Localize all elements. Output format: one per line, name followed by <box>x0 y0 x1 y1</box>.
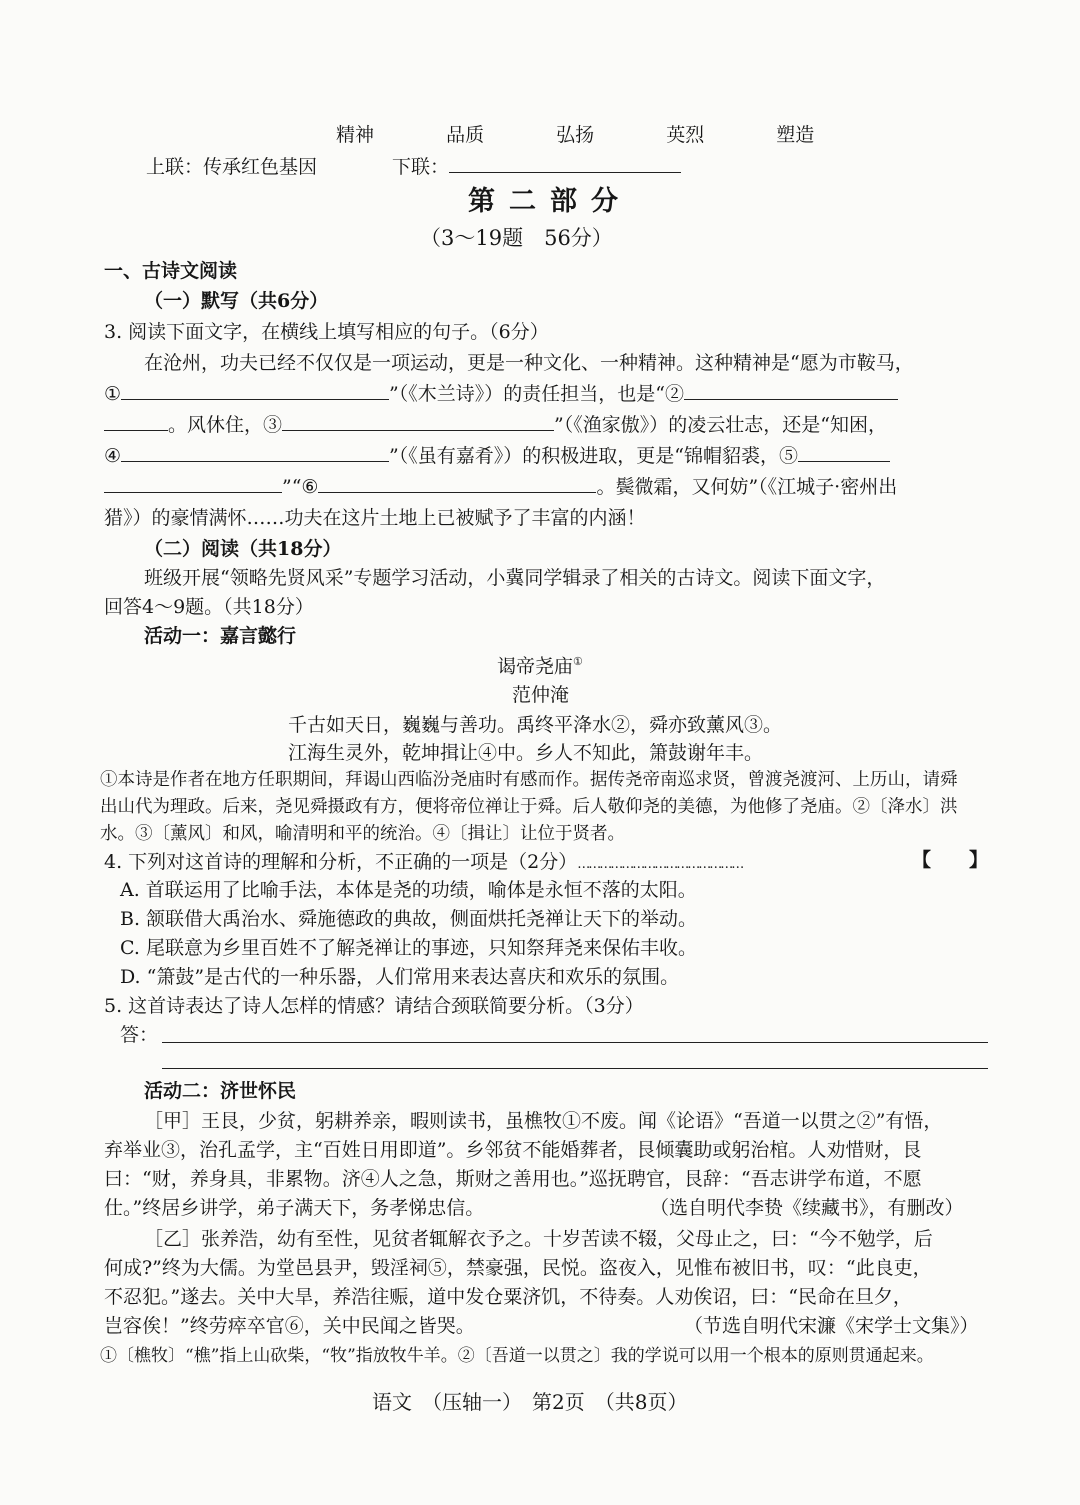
jia-line-3: 曰：“财，养身具，非累物。济④人之急，斯财之善用也。”巡抚聘官，艮辞：“吾志讲学布道，不愿 <box>104 1168 922 1190</box>
q3-line3-text-a: 。风休住，③ <box>168 414 283 436</box>
blank-6[interactable] <box>318 476 596 493</box>
blank-5-cont[interactable] <box>104 476 282 493</box>
q4-option-b[interactable]: B. 颔联借大禹治水、舜施德政的典故，侧面烘托尧禅让天下的举动。 <box>120 908 698 930</box>
couplet-upper: 上联：传承红色基因 <box>146 156 318 178</box>
blank-2-cont[interactable] <box>104 414 168 431</box>
q4-leader-dots: ……………………………………… <box>577 857 743 872</box>
jia-line-1: ［甲］王艮，少贫，躬耕养亲，暇则读书，虽樵牧①不废。闻《论语》“吾道一以贯之②”有悟， <box>144 1110 943 1132</box>
word-3: 弘扬 <box>556 124 595 146</box>
blank-3[interactable] <box>282 414 554 431</box>
yi-line-2: 何成?”终为大儒。为堂邑县尹，毁淫祠⑤，禁豪强，民悦。盗夜入，见惟布被旧书，叹：“此良吏， <box>104 1257 932 1279</box>
activity-1-title: 活动一：嘉言懿行 <box>144 625 297 647</box>
couplet-lower-label: 下联： <box>392 156 450 178</box>
q5-answer-line-1[interactable] <box>162 1042 988 1043</box>
poem-note-2: 出山代为理政。后来，尧见舜摄政有方，便将帝位禅让于舜。后人敬仰尧的美德，为他修了尧庙。②〔洚水〕洪 <box>100 797 958 817</box>
blank-4[interactable] <box>121 445 389 462</box>
poem-line-2: 江海生灵外，乾坤揖让④中。乡人不知此，箫鼓谢年丰。 <box>288 742 764 764</box>
part-title: 第二部分 <box>468 186 632 217</box>
blank-1[interactable] <box>121 383 389 400</box>
jia-line-2: 弃举业③，治孔孟学，主“百姓日用即道”。乡邻贫不能婚葬者，艮倾囊助或躬治棺。人劝惜财，艮 <box>104 1139 922 1161</box>
q4-option-a[interactable]: A. 首联运用了比喻手法，本体是尧的功绩，喻体是永恒不落的太阳。 <box>120 879 697 901</box>
q3-line5 <box>104 476 897 499</box>
blank-5[interactable] <box>798 445 890 462</box>
q4-option-c[interactable]: C. 尾联意为乡里百姓不了解尧禅让的事迹，只知祭拜尧来保佑丰收。 <box>120 937 697 959</box>
yi-line-4: 岂容俟！”终劳瘁卒官⑥，关中民闻之皆哭。 <box>104 1315 475 1337</box>
q4-stem-line <box>104 851 742 874</box>
q3-line3-text-b: ”（《渔家傲》）的凌云壮志，还是“知困， <box>554 414 887 436</box>
poem-title-note-mark: ① <box>573 655 583 668</box>
q4-option-d[interactable]: D. “箫鼓”是古代的一种乐器，人们常用来表达喜庆和欢乐的氛围。 <box>120 966 680 988</box>
subsection-dictation: （一）默写（共6分） <box>144 290 329 312</box>
q3-stem: 3. 阅读下面文字，在横线上填写相应的句子。（6分） <box>104 321 549 343</box>
q3-line4-text: ”（《虽有嘉肴》）的积极进取，更是“锦帽貂裘，⑤ <box>389 445 798 467</box>
q3-line4 <box>104 445 890 468</box>
jia-source: （选自明代李贽《续藏书》，有删改） <box>650 1197 964 1219</box>
q3-line3 <box>104 414 887 437</box>
blank-4-number: ④ <box>104 445 122 467</box>
poem-title-text: 谒帝尧庙 <box>497 655 574 678</box>
subsection-reading: （二）阅读（共18分） <box>144 538 342 560</box>
q3-line1: 在沧州，功夫已经不仅仅是一项运动，更是一种文化、一种精神。这种精神是“愿为市鞍马， <box>144 352 914 374</box>
couplet-word-bank <box>336 124 814 147</box>
word-4: 英烈 <box>666 124 705 146</box>
couplet-lower-blank[interactable] <box>449 156 681 173</box>
q5-answer-line-2[interactable] <box>162 1068 988 1069</box>
blank-2[interactable] <box>684 383 898 400</box>
word-1: 精神 <box>336 124 375 146</box>
reading-intro-1: 班级开展“领略先贤风采”专题学习活动，小冀同学辑录了相关的古诗文。阅读下面文字， <box>144 567 886 589</box>
q3-line2-text: ”（《木兰诗》）的责任担当，也是“② <box>389 383 684 405</box>
poem-title <box>497 655 583 678</box>
reading-intro-2: 回答4～9题。（共18分） <box>104 596 314 618</box>
word-2: 品质 <box>446 124 485 146</box>
q3-line5-text-a: ”“⑥ <box>282 476 319 498</box>
q5-answer-label: 答： <box>120 1024 159 1046</box>
poem-note-1: ①本诗是作者在地方任职期间，拜谒山西临汾尧庙时有感而作。据传尧帝南巡求贤，曾渡尧渡河、上历山，请舜 <box>100 770 958 790</box>
yi-line-3: 不忍犯。”遂去。关中大旱，养浩往赈，道中发仓粟济饥，不待奏。人劝俟诏，曰：“民命在旦夕， <box>104 1286 912 1308</box>
jia-line-4: 仕。”终居乡讲学，弟子满天下，务孝悌忠信。 <box>104 1197 485 1219</box>
poem-author: 范仲淹 <box>512 684 570 706</box>
page-footer: 语文 （压轴一） 第2页 （共8页） <box>372 1390 688 1414</box>
part-subtitle: （3～19题 56分） <box>420 226 613 250</box>
passage-footnote: ①〔樵牧〕“樵”指上山砍柴，“牧”指放牧牛羊。②〔吾道一以贯之〕我的学说可以用一个根本的原则贯通起来。 <box>100 1346 934 1366</box>
activity-2-title: 活动二：济世怀民 <box>144 1080 297 1102</box>
section-heading: 一、古诗文阅读 <box>104 260 238 282</box>
poem-line-1: 千古如天日，巍巍与善功。禹终平洚水②，舜亦致薰风③。 <box>288 714 783 736</box>
yi-source: （节选自明代宋濂《宋学士文集》） <box>684 1315 979 1337</box>
q5-stem: 5. 这首诗表达了诗人怎样的情感？请结合颈联简要分析。（3分） <box>104 995 644 1017</box>
q3-line5-text-b: 。鬓微霜，又何妨”（《江城子·密州出 <box>596 476 898 498</box>
q4-answer-bracket[interactable]: 【 】 <box>912 849 989 871</box>
couplet-lower <box>392 156 681 179</box>
q3-line2 <box>104 383 898 406</box>
poem-note-3: 水。③〔薰风〕和风，喻清明和平的统治。④〔揖让〕让位于贤者。 <box>100 824 625 844</box>
q4-stem: 4. 下列对这首诗的理解和分析，不正确的一项是（2分） <box>104 851 578 873</box>
yi-line-1: ［乙］张养浩，幼有至性，见贫者辄解衣予之。十岁苦读不辍，父母止之，曰：“今不勉学，后 <box>144 1228 933 1250</box>
blank-1-number: ① <box>104 383 122 405</box>
word-5: 塑造 <box>776 124 815 146</box>
q3-line6: 猎》）的豪情满怀……功夫在这片土地上已被赋予了丰富的内涵！ <box>104 507 646 529</box>
